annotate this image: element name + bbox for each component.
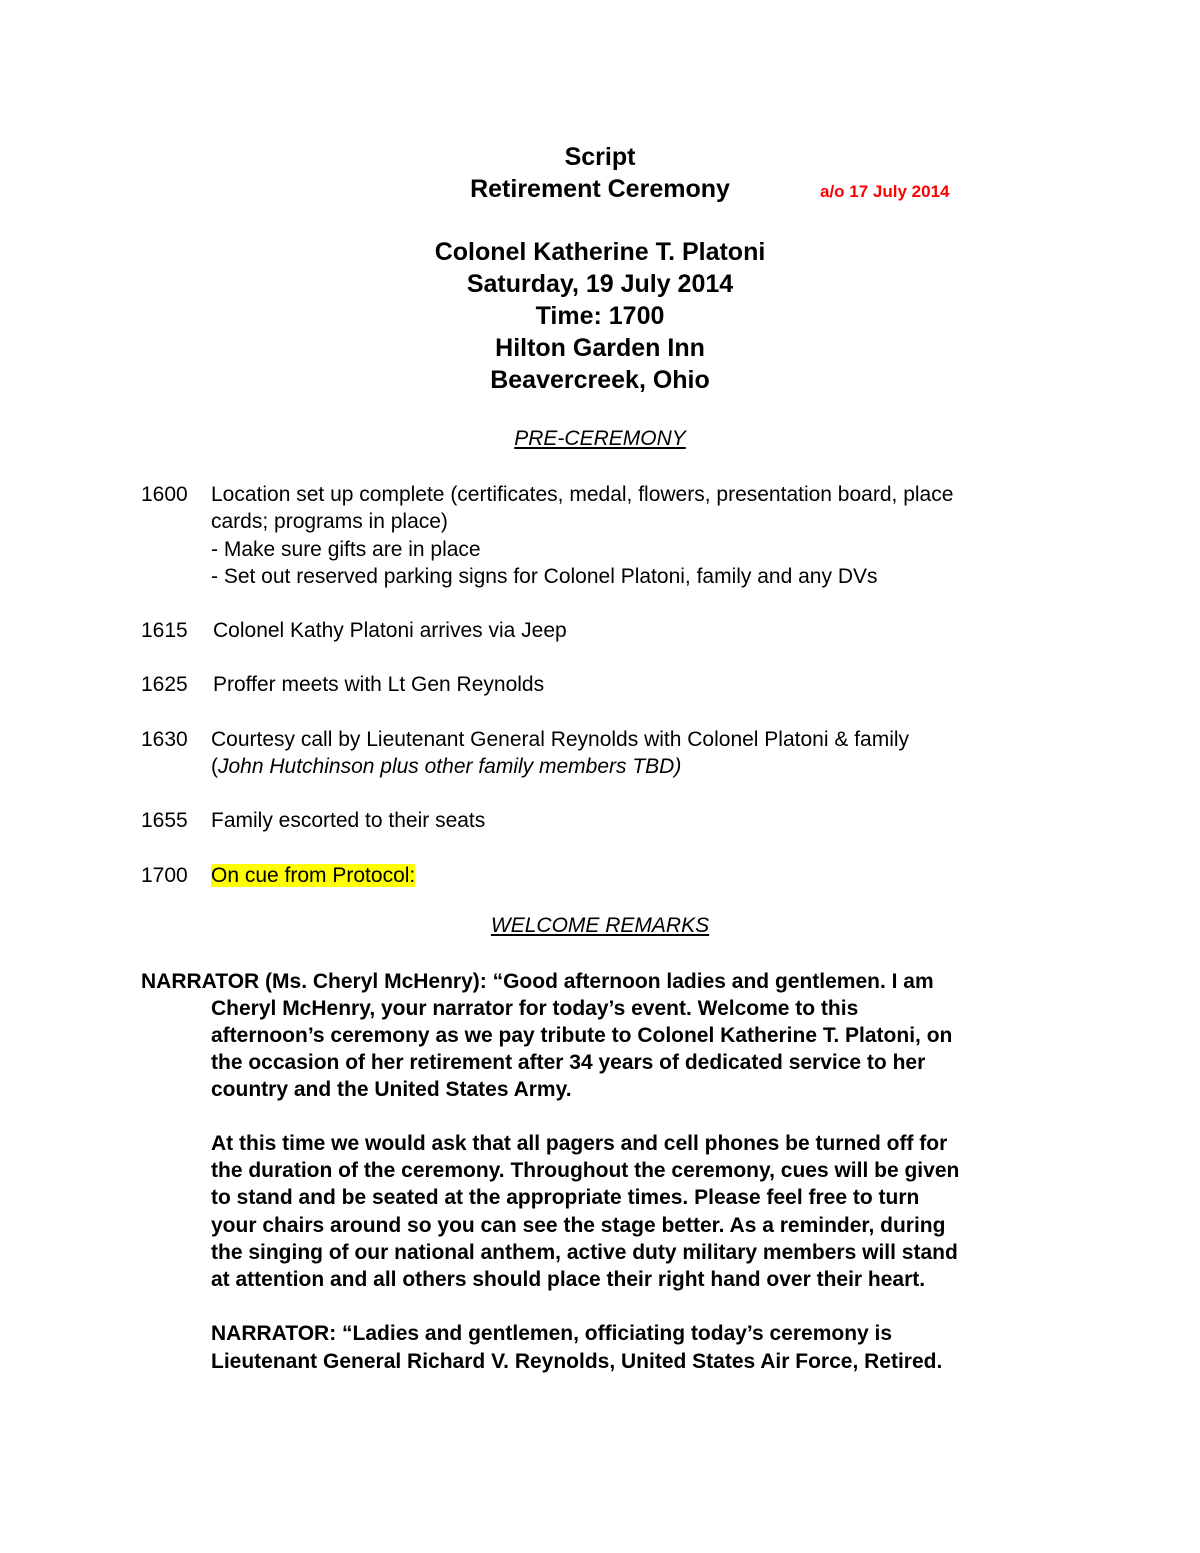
schedule-text: cards; programs in place) xyxy=(211,510,448,533)
narrator-line: afternoon’s ceremony as we pay tribute to Colonel Katherine T. Platoni, on xyxy=(211,1024,953,1047)
narrator-line: Lieutenant General Richard V. Reynolds, United States Air Force, Retired. xyxy=(211,1350,943,1373)
narrator-line: the occasion of her retirement after 34 years of dedicated service to her xyxy=(211,1051,926,1074)
narrator-line: your chairs around so you can see the stage better. As a reminder, during xyxy=(211,1214,946,1237)
schedule-time: 1655 xyxy=(141,809,188,832)
narrator-line: country and the United States Army. xyxy=(211,1078,572,1101)
narrator-line: Cheryl McHenry, your narrator for today’s event. Welcome to this xyxy=(211,997,859,1020)
highlighted-cue: On cue from Protocol: xyxy=(211,864,416,887)
honoree-name: Colonel Katherine T. Platoni xyxy=(434,238,766,266)
schedule-time: 1630 xyxy=(141,728,188,751)
narrator-lead-line: NARRATOR (Ms. Cheryl McHenry): “Good afternoon ladies and gentlemen. I am xyxy=(141,970,934,993)
narrator-line: the duration of the ceremony. Throughout the ceremony, cues will be given xyxy=(211,1159,960,1182)
ceremony-venue: Hilton Garden Inn xyxy=(495,334,705,362)
as-of-date: a/o 17 July 2014 xyxy=(820,182,950,201)
note-paren: ( xyxy=(211,755,218,778)
schedule-text-highlighted xyxy=(211,862,415,889)
pre-ceremony-heading: PRE-CEREMONY xyxy=(514,427,686,450)
schedule-text: Courtesy call by Lieutenant General Reynolds with Colonel Platoni & family xyxy=(211,728,910,751)
doc-subtitle: Retirement Ceremony xyxy=(470,175,730,203)
welcome-remarks-heading: WELCOME REMARKS xyxy=(490,914,710,937)
schedule-text: Location set up complete (certificates, medal, flowers, presentation board, place xyxy=(211,483,954,506)
schedule-text: Family escorted to their seats xyxy=(211,809,486,832)
schedule-note xyxy=(211,753,681,780)
narrator-line: At this time we would ask that all pagers and cell phones be turned off for xyxy=(211,1132,948,1155)
narrator-line: at attention and all others should place their right hand over their heart. xyxy=(211,1268,926,1291)
note-text: John Hutchinson plus other family members TBD) xyxy=(218,755,682,778)
schedule-text: Colonel Kathy Platoni arrives via Jeep xyxy=(213,619,567,642)
ceremony-time: Time: 1700 xyxy=(535,302,665,330)
narrator-line: NARRATOR: “Ladies and gentlemen, officiating today’s ceremony is xyxy=(211,1322,893,1345)
schedule-text: Proffer meets with Lt Gen Reynolds xyxy=(213,673,545,696)
ceremony-city: Beavercreek, Ohio xyxy=(490,366,710,394)
doc-title: Script xyxy=(564,143,636,171)
schedule-time: 1700 xyxy=(141,864,188,887)
schedule-subitem: - Make sure gifts are in place xyxy=(211,538,481,561)
narrator-line: to stand and be seated at the appropriate times. Please feel free to turn xyxy=(211,1186,920,1209)
narrator-line: the singing of our national anthem, active duty military members will stand xyxy=(211,1241,958,1264)
ceremony-date: Saturday, 19 July 2014 xyxy=(466,270,734,298)
schedule-time: 1600 xyxy=(141,483,188,506)
schedule-time: 1615 xyxy=(141,619,188,642)
schedule-subitem: - Set out reserved parking signs for Colonel Platoni, family and any DVs xyxy=(211,565,878,588)
schedule-time: 1625 xyxy=(141,673,188,696)
